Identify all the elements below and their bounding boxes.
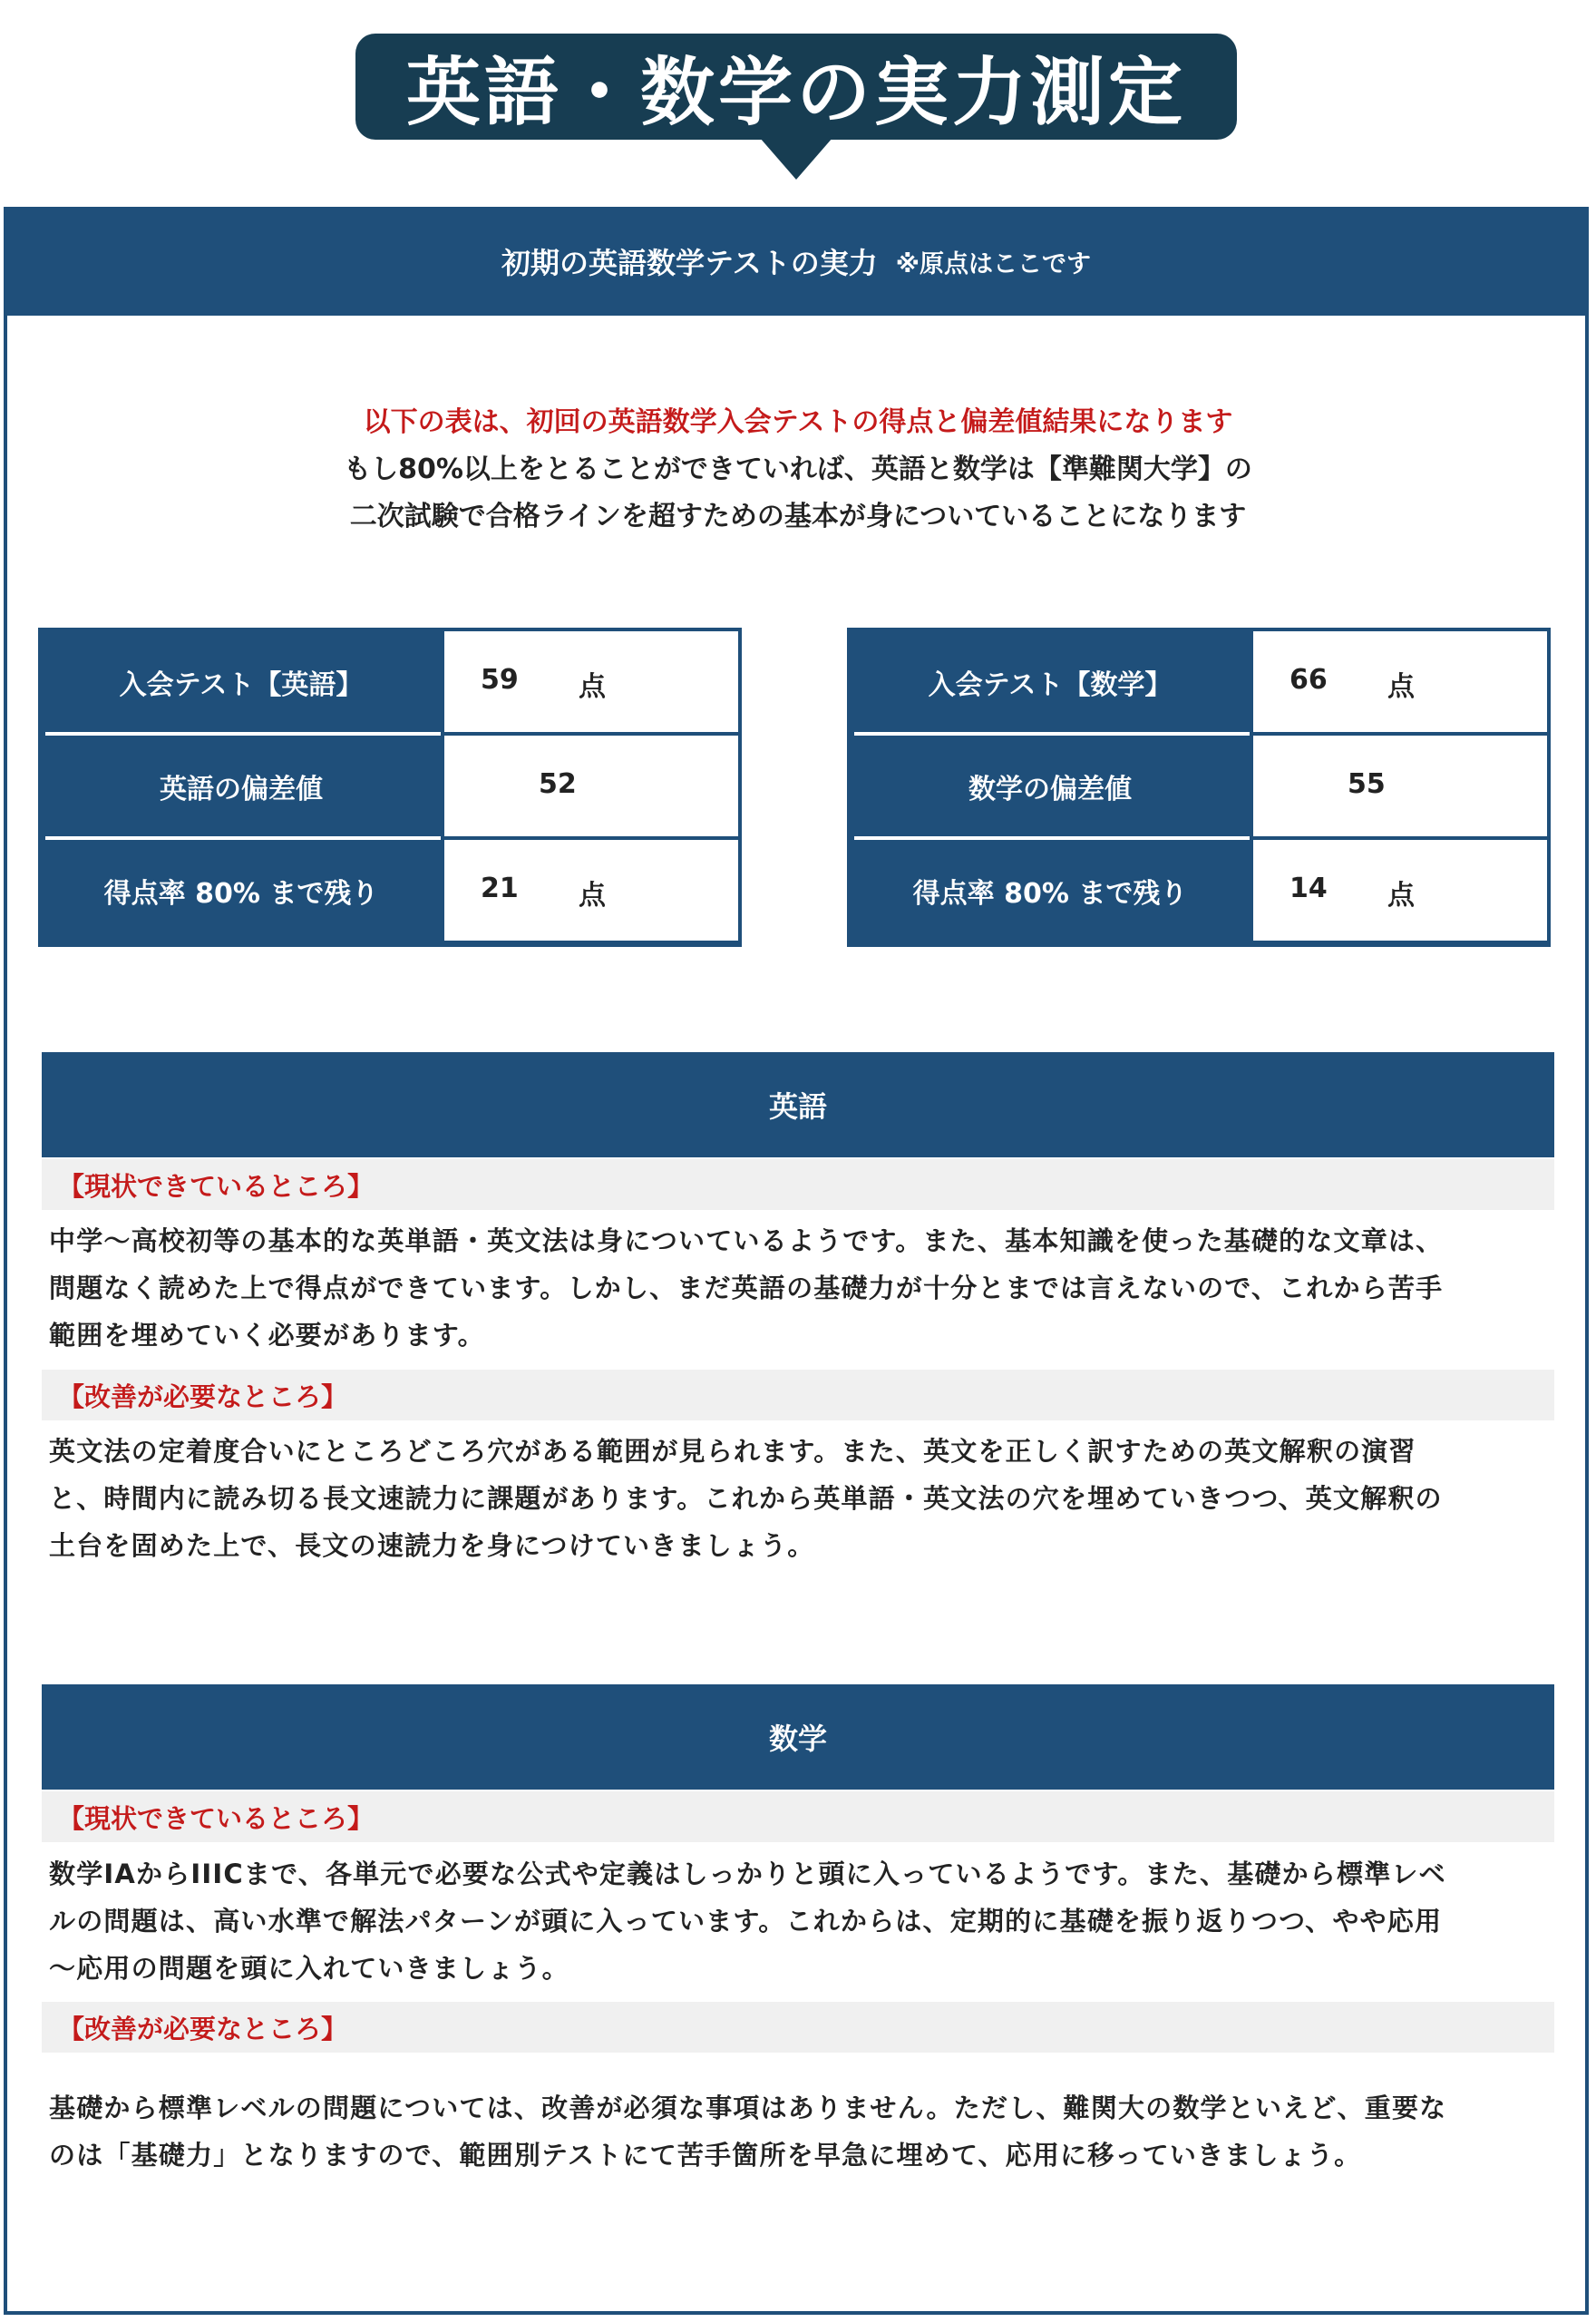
paragraph-line: ルの問題は、高い水準で解法パターンが頭に入っています。これからは、定期的に基礎を振り返りつつ、やや応用 xyxy=(49,1906,1443,1937)
english-test-row xyxy=(42,631,738,732)
paragraph-line: 英文法の定着度合いにところどころ穴がある範囲が見られます。また、英文を正しく訳すための英文解釈の演習 xyxy=(49,1436,1416,1467)
english-good-label: 【現状できているところ】 xyxy=(42,1159,1554,1210)
paragraph-line: と、時間内に読み切る長文速読力に課題があります。これから英単語・英文法の穴を埋めていきつつ、英文解釈の xyxy=(49,1483,1443,1514)
intro-text xyxy=(0,399,1596,541)
math-good-text xyxy=(49,1850,1554,1992)
english-improve-label: 【改善が必要なところ】 xyxy=(42,1370,1554,1420)
english-score-table xyxy=(38,628,742,947)
math-deviation-score: 55 xyxy=(1348,768,1386,800)
math-remaining-value-cell xyxy=(1253,840,1547,941)
math-test-row xyxy=(851,631,1547,732)
page-title: 英語・数学の実力測定 xyxy=(355,34,1237,140)
intro-line-2: もし80%以上をとることができていれば、英語と数学は【準難関大学】の xyxy=(344,454,1252,485)
english-remaining-label: 得点率 80% まで残り xyxy=(103,877,379,910)
english-remaining-value-cell xyxy=(444,840,738,941)
intro-line-3: 二次試験で合格ラインを超すための基本が身についていることになります xyxy=(349,501,1247,532)
english-remaining-unit: 点 xyxy=(579,880,606,912)
math-remaining-unit: 点 xyxy=(1387,880,1415,912)
math-improve-label: 【改善が必要なところ】 xyxy=(42,2002,1554,2053)
frame-header xyxy=(4,207,1589,316)
math-remaining-score: 14 xyxy=(1289,873,1328,904)
math-remaining-label: 得点率 80% まで残り xyxy=(912,877,1188,910)
math-score-table xyxy=(847,628,1551,947)
math-test-score: 66 xyxy=(1289,664,1328,696)
paragraph-line: 中学〜高校初等の基本的な英単語・英文法は身についているようです。また、基本知識を使った基礎的な文章は、 xyxy=(49,1225,1444,1256)
intro-line-1: 以下の表は、初回の英語数学入会テストの得点と偏差値結果になります xyxy=(363,406,1233,438)
paragraph-line: 数学IAからIIICまで、各単元で必要な公式や定義はしっかりと頭に入っているようです。また、基礎から標準レベ xyxy=(49,1859,1446,1889)
frame-header-note: ※原点はここです xyxy=(895,249,1091,278)
math-test-unit: 点 xyxy=(1387,671,1415,703)
english-deviation-label: 英語の偏差値 xyxy=(160,773,323,805)
math-improve-text xyxy=(49,2084,1554,2179)
english-deviation-value-cell xyxy=(444,736,738,836)
math-test-value-cell xyxy=(1253,631,1547,732)
english-section-header: 英語 xyxy=(42,1052,1554,1157)
math-section-header: 数学 xyxy=(42,1684,1554,1790)
math-remaining-row xyxy=(851,840,1547,941)
paragraph-line: のは「基礎力」となりますので、範囲別テストにて苦手箇所を早急に埋めて、応用に移っていきましょう。 xyxy=(49,2140,1362,2171)
frame-header-title: 初期の英語数学テストの実力 xyxy=(501,246,878,280)
paragraph-line: 土台を固めた上で、長文の速読力を身につけていきましょう。 xyxy=(49,1530,815,1561)
math-test-label: 入会テスト【数学】 xyxy=(928,668,1173,701)
paragraph-line: 範囲を埋めていく必要があります。 xyxy=(49,1320,485,1351)
english-test-label: 入会テスト【英語】 xyxy=(119,668,364,701)
title-pointer xyxy=(760,138,832,180)
english-remaining-score: 21 xyxy=(481,873,519,904)
english-good-text xyxy=(49,1217,1554,1359)
paragraph-line: 〜応用の問題を頭に入れていきましょう。 xyxy=(49,1953,569,1984)
math-good-label: 【現状できているところ】 xyxy=(42,1791,1554,1842)
paragraph-line: 問題なく読めた上で得点ができています。しかし、まだ英語の基礎力が十分とまでは言えないので、これから苦手 xyxy=(49,1273,1444,1303)
math-deviation-row xyxy=(851,736,1547,836)
english-improve-text xyxy=(49,1428,1554,1569)
math-deviation-value-cell xyxy=(1253,736,1547,836)
math-deviation-label: 数学の偏差値 xyxy=(968,773,1132,805)
english-remaining-row xyxy=(42,840,738,941)
english-deviation-row xyxy=(42,736,738,836)
english-deviation-score: 52 xyxy=(539,768,577,800)
english-test-value-cell xyxy=(444,631,738,732)
paragraph-line: 基礎から標準レベルの問題については、改善が必須な事項はありません。ただし、難関大の数学といえど、重要な xyxy=(49,2093,1447,2123)
english-test-unit: 点 xyxy=(579,671,606,703)
english-test-score: 59 xyxy=(481,664,519,696)
